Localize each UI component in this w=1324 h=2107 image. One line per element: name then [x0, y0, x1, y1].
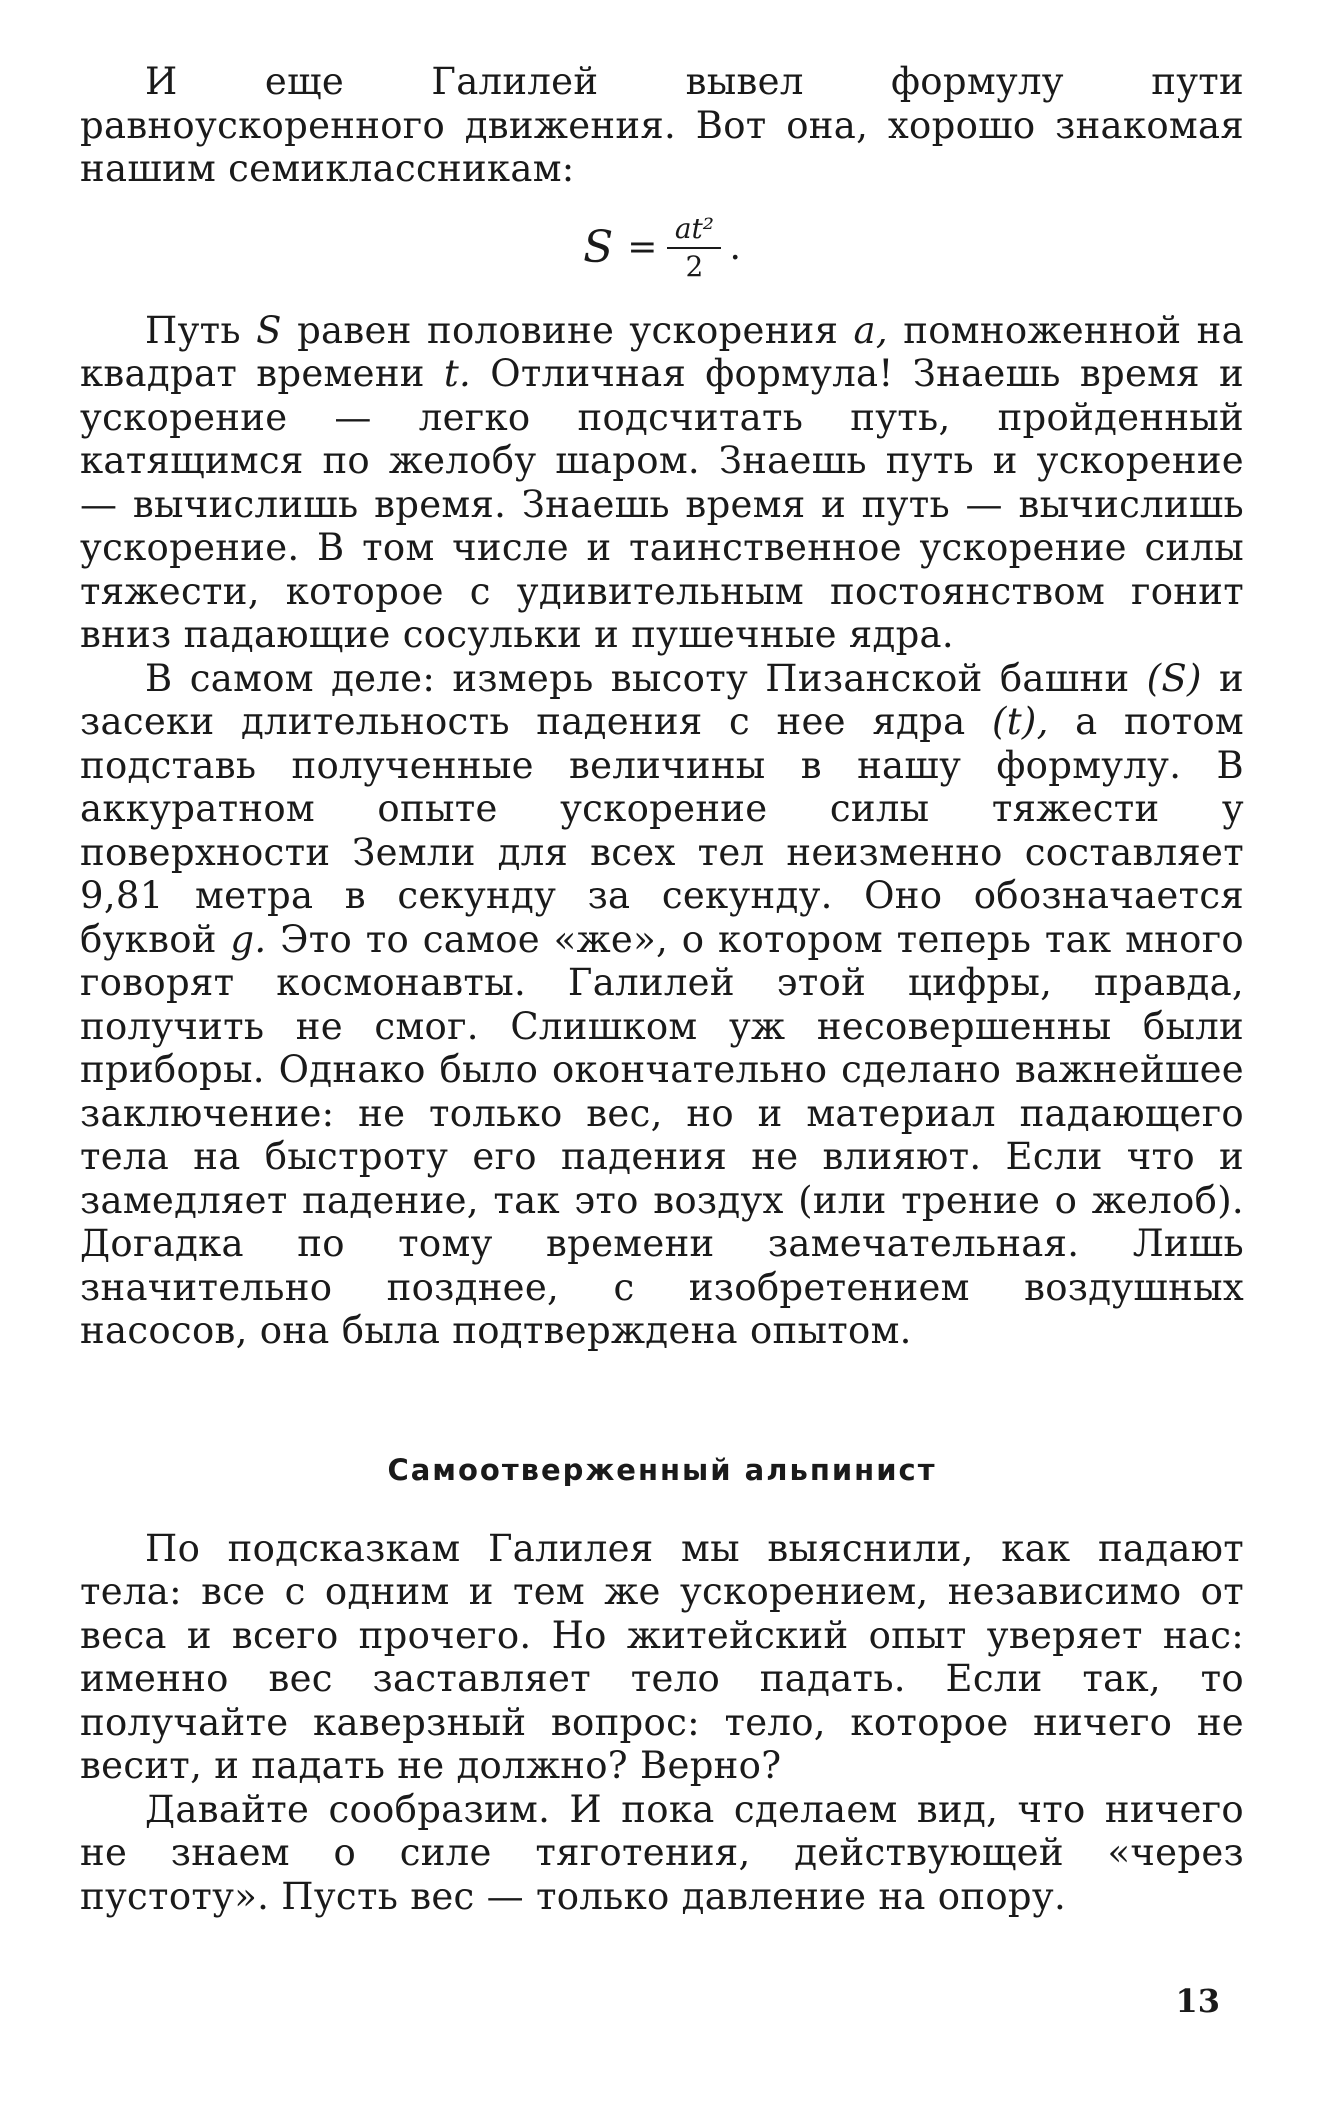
paragraph-weight: Давайте сообразим. И пока сделаем вид, что ничего не знаем о силе тяготения, действующей «через пустоту». Пусть вес — только давление на опору.: [80, 1787, 1244, 1918]
intro-paragraph: И еще Галилей вывел формулу пути равноускоренного движения. Вот она, хорошо знакомая нашим семиклассникам:: [80, 60, 1244, 190]
page-number: 13: [1175, 1982, 1220, 2020]
section-heading: Самоотверженный альпинист: [387, 1452, 937, 1487]
text-run: а потом подставь полученные величины в нашу формулу. В аккуратном опыте ускорение силы тяжести у поверхности Земли для всех тел неизменно составляет 9,81 метра в секунду за секунду. Оно обозначается буквой: [80, 700, 1244, 961]
text-run: Отличная формула! Знаешь время и ускорение — легко подсчитать путь, пройденный катящимся по желобу шаром. Знаешь путь и ускорение — вычислишь время. Знаешь время и путь — вычислишь ускорение. В том числе и таинственное ускорение силы тяжести, которое с удивительным постоянством гонит вниз падающие сосульки и пушечные ядра.: [80, 352, 1244, 656]
fraction-bar: [667, 247, 721, 249]
path-formula: [80, 193, 1244, 303]
variable-t: (t),: [991, 700, 1049, 743]
formula-dot: .: [729, 227, 741, 268]
formula-fraction: [667, 213, 721, 283]
text-run: равен половине ускорения: [281, 308, 854, 352]
variable-s: S: [256, 308, 282, 352]
formula-equals: =: [627, 227, 658, 268]
text-run: Это то самое «же», о котором теперь так много говорят космонавты. Галилей этой цифры, правда, получить не смог. Слишком уж несовершенны были приборы. Однако было окончательно сделано важнейшее заключение: не только вес, но и материал падающего тела на быстроту его падения не влияют. Если что и замедляет падение, так это воздух (или трение о желоб). Догадка по тому времени замечательная. Лишь значительно позднее, с изобретением воздушных насосов, она была подтверждена опытом.: [80, 917, 1244, 1352]
formula-numerator: at²: [674, 211, 715, 245]
text-run: Путь: [145, 308, 257, 352]
paragraph-path: [80, 309, 1244, 657]
text-run: В самом деле: измерь высоту Пизанской башни: [145, 656, 1147, 700]
variable-s: (S): [1146, 656, 1202, 700]
text-run: помноженной на квадрат времени: [80, 308, 1244, 395]
paragraph-pisa-tower: [80, 657, 1244, 1353]
variable-g: g.: [230, 917, 267, 961]
variable-t: t.: [443, 352, 472, 395]
paragraph-galileo-hints: По подсказкам Галилея мы выяснили, как падают тела: все с одним и тем же ускорением, независимо от веса и всего прочего. Но житейский опыт уверяет нас: именно вес заставляет тело падать. Если так, то получайте каверзный вопрос: тело, которое ничего не весит, и падать не должно? Верно?: [80, 1526, 1244, 1787]
page-body: [80, 60, 1244, 1918]
text-run: и засеки длительность падения с нее ядра: [80, 656, 1244, 743]
formula-lhs: S: [583, 222, 614, 273]
variable-a: a,: [853, 308, 888, 352]
formula-denominator: 2: [685, 249, 704, 283]
